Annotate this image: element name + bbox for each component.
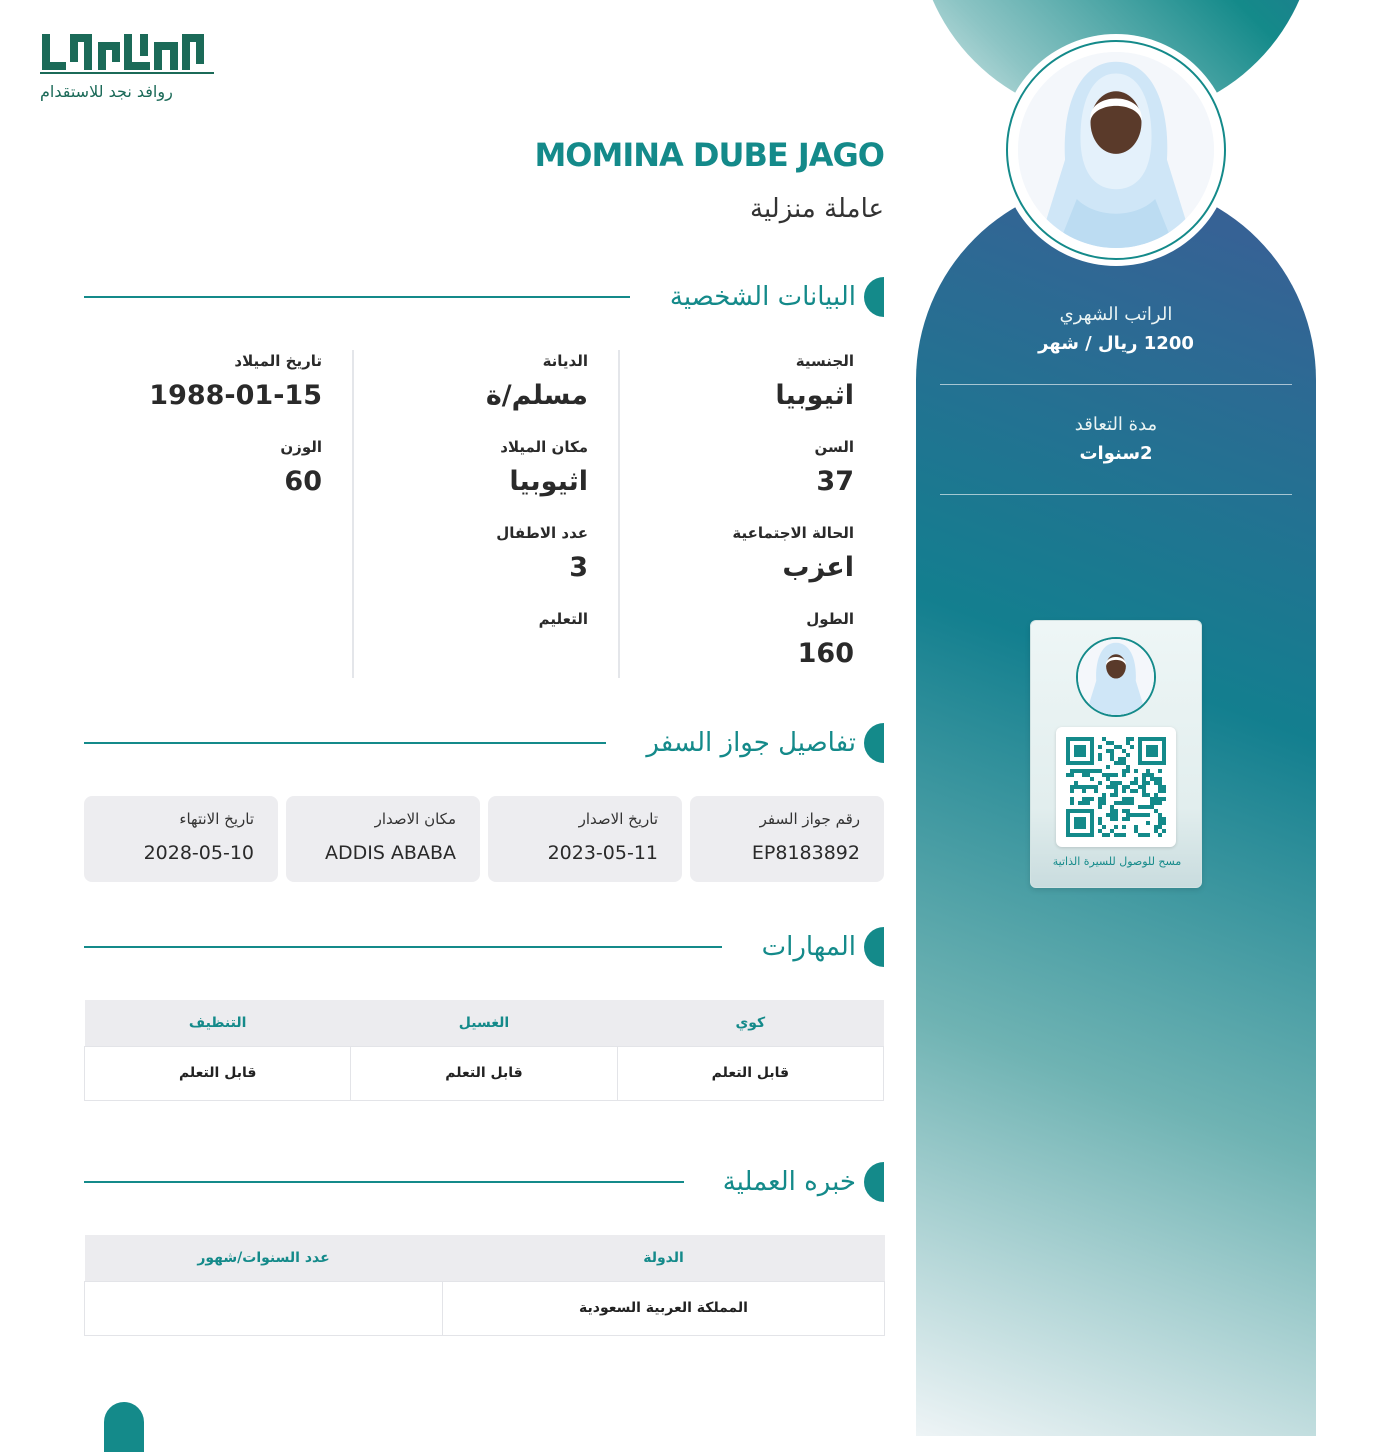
section-marker: [864, 723, 884, 763]
section-marker: [864, 927, 884, 967]
table-row: [85, 1046, 884, 1100]
field-label: الديانة: [542, 352, 588, 370]
passport-number-card: [690, 796, 884, 882]
contract-label: مدة التعاقد: [1074, 414, 1158, 435]
section-marker: [864, 277, 884, 317]
candidate-role: عاملة منزلية: [750, 194, 884, 224]
field-value: 160: [797, 638, 854, 669]
section-experience: [84, 1162, 884, 1202]
field-value: اثيوبيا: [509, 466, 588, 497]
field-label: عدد الاطفال: [496, 524, 588, 542]
field-religion: [352, 352, 588, 411]
company-logo: [40, 30, 216, 104]
card-value: ADDIS ABABA: [324, 842, 456, 864]
table-header: التنظيف: [85, 1000, 351, 1046]
card-label: تاريخ الانتهاء: [179, 810, 254, 828]
qr-code[interactable]: [1056, 727, 1176, 847]
contract-value: 2سنوات: [1079, 443, 1153, 464]
qr-card-photo: [1076, 637, 1156, 717]
passport-issue-date-card: [488, 796, 682, 882]
field-value: 60: [284, 466, 322, 497]
field-birthplace: [352, 438, 588, 497]
logo-mark-icon: [40, 30, 214, 74]
card-value: 2028-05-10: [143, 842, 254, 864]
salary-block: [940, 304, 1292, 354]
candidate-name: MOMINA DUBE JAGO: [534, 136, 884, 174]
table-header: الدولة: [443, 1235, 885, 1281]
section-divider: [84, 946, 722, 948]
table-header-row: [85, 1235, 885, 1281]
field-label: السن: [814, 438, 854, 456]
section-passport: [84, 723, 884, 763]
qr-caption: مسح للوصول للسيرة الذاتية: [1052, 855, 1182, 868]
profile-photo: [1018, 52, 1214, 248]
section-title: خبره العملية: [722, 1167, 856, 1197]
table-header-row: [85, 1000, 884, 1046]
logo-subtitle: روافد نجد للاستقدام: [40, 82, 173, 101]
field-value: 37: [816, 466, 854, 497]
salary-value: 1200 ريال / شهر: [1038, 333, 1194, 354]
table-header: الغسيل: [351, 1000, 617, 1046]
field-education: [352, 610, 588, 638]
field-children: [352, 524, 588, 583]
field-label: الطول: [806, 610, 854, 628]
table-cell: قابل التعلم: [85, 1046, 351, 1100]
table-row: [85, 1281, 885, 1335]
passport-issue-place-card: [286, 796, 480, 882]
qr-card[interactable]: [1030, 620, 1202, 888]
field-nationality: [618, 352, 854, 411]
field-value: 1988-01-15: [149, 380, 322, 411]
page-footer-marker: [104, 1402, 144, 1452]
section-divider: [84, 1181, 684, 1183]
table-header: عدد السنوات/شهور: [85, 1235, 443, 1281]
section-title: تفاصيل جواز السفر: [646, 728, 856, 758]
field-age: [618, 438, 854, 497]
section-divider: [84, 296, 630, 298]
field-label: التعليم: [538, 610, 588, 628]
field-label: تاريخ الميلاد: [234, 352, 322, 370]
field-label: مكان الميلاد: [500, 438, 588, 456]
field-value: اثيوبيا: [775, 380, 854, 411]
section-divider: [84, 742, 606, 744]
field-label: الجنسية: [795, 352, 854, 370]
field-value: 3: [569, 552, 588, 583]
field-height: [618, 610, 854, 669]
table-cell: المملكة العربية السعودية: [443, 1281, 885, 1335]
table-header: كوي: [617, 1000, 883, 1046]
field-birthdate: [86, 352, 322, 411]
sidebar-divider: [940, 494, 1292, 495]
card-value: 2023-05-11: [547, 842, 658, 864]
field-label: الحالة الاجتماعية: [732, 524, 854, 542]
salary-label: الراتب الشهري: [1059, 304, 1173, 325]
field-marital-status: [618, 524, 854, 583]
section-title: المهارات: [761, 932, 856, 962]
section-marker: [864, 1162, 884, 1202]
table-cell: [85, 1281, 443, 1335]
personal-column-1: [618, 350, 854, 678]
sidebar: [916, 0, 1316, 1436]
experience-table: [84, 1235, 885, 1336]
card-label: تاريخ الاصدار: [578, 810, 658, 828]
sidebar-divider: [940, 384, 1292, 385]
profile-photo-frame: [1006, 40, 1226, 260]
skills-table: [84, 1000, 884, 1101]
personal-column-3: [86, 350, 322, 678]
contract-block: [940, 414, 1292, 464]
field-weight: [86, 438, 322, 497]
card-label: مكان الاصدار: [374, 810, 456, 828]
card-value: EP8183892: [751, 842, 860, 864]
card-label: رقم جواز السفر: [759, 810, 860, 828]
personal-column-2: [352, 350, 588, 678]
passport-expiry-card: [84, 796, 278, 882]
field-label: الوزن: [280, 438, 322, 456]
section-personal: [84, 277, 884, 317]
section-title: البيانات الشخصية: [669, 282, 856, 312]
table-cell: قابل التعلم: [351, 1046, 617, 1100]
field-value: اعزب: [782, 552, 854, 583]
table-cell: قابل التعلم: [617, 1046, 883, 1100]
field-value: مسلم/ة: [485, 380, 588, 411]
section-skills: [84, 927, 884, 967]
